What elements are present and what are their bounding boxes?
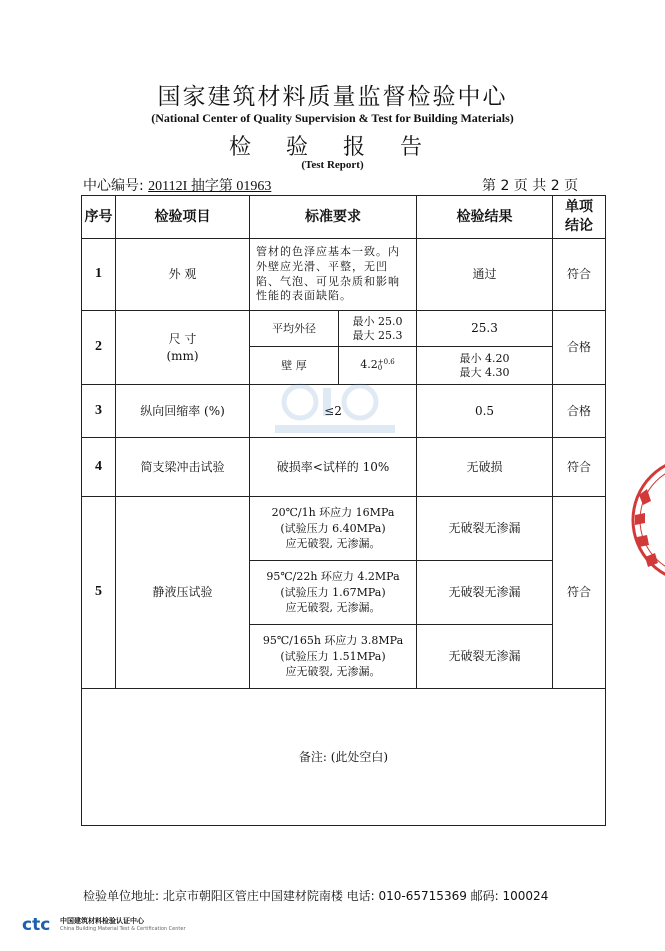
row-no: 1: [82, 239, 116, 311]
subrow-result: 无破裂无渗漏: [417, 561, 553, 625]
subrow-spec: 最小 25.0 最大 25.3: [352, 314, 403, 342]
row-no: 4: [82, 438, 116, 497]
row-item-unit: (mm): [166, 348, 199, 363]
row-no: 5: [82, 497, 116, 689]
table-row: [82, 311, 606, 347]
footer-address: 检验单位地址: 北京市朝阳区管庄中国建材院南楼 电话: 010-65715369 邮码: 100024: [83, 889, 549, 903]
remark-row: [82, 689, 606, 826]
row-requirement: 管材的色泽应基本一致。内外壁应光滑、平整，无凹陷、气泡、可见杂质和影响性能的表面缺陷。: [250, 239, 417, 311]
header-conclusion: 单项结论: [553, 196, 606, 239]
subrow-requirement: [250, 311, 417, 347]
table-row: [82, 239, 606, 311]
row-item-label: 尺 寸: [168, 332, 197, 347]
subrow-result: 无破裂无渗漏: [417, 625, 553, 689]
row-item: 静液压试验: [116, 497, 250, 689]
row-no: 2: [82, 311, 116, 385]
header-no: 序号: [82, 196, 116, 239]
subrow-requirement: [250, 347, 417, 385]
logo-org-name-en: China Building Material Test & Certification Center: [60, 926, 186, 932]
thickness-value: 4.2: [360, 358, 378, 372]
row-item: 简支梁冲击试验: [116, 438, 250, 497]
tolerance-lower: 0: [377, 364, 383, 373]
row-result: 无破损: [417, 438, 553, 497]
table-row: [82, 438, 606, 497]
test-results-table: [81, 195, 606, 826]
row-conclusion: 符合: [553, 239, 606, 311]
center-title-cn: 国家建筑材料质量监督检验中心: [157, 84, 508, 110]
row-item: [116, 311, 250, 385]
row-requirement: 破损率<试样的 10%: [250, 438, 417, 497]
tolerance-upper: +0.6: [377, 357, 395, 366]
subrow-name: 壁 厚: [250, 347, 339, 384]
seal-stamp: [625, 445, 665, 595]
header-result: 检验结果: [417, 196, 553, 239]
table-row: [82, 497, 606, 561]
row-item: 外 观: [116, 239, 250, 311]
row-conclusion: 合格: [553, 385, 606, 438]
subrow-name: 平均外径: [250, 311, 339, 346]
subrow-requirement: 20℃/1h 环应力 16MPa (试验压力 6.40MPa) 应无破裂, 无渗漏。: [250, 497, 417, 561]
row-no: 3: [82, 385, 116, 438]
row-conclusion: 符合: [553, 438, 606, 497]
logo-org-name-cn: 中国建筑材料检验认证中心: [60, 917, 144, 925]
center-title-en: (National Center of Quality Supervision & Test for Building Materials): [151, 111, 514, 125]
subrow-requirement: 95℃/165h 环应力 3.8MPa (试验压力 1.51MPa) 应无破裂, 无渗漏。: [250, 625, 417, 689]
subrow-result: 无破裂无渗漏: [417, 497, 553, 561]
report-title: 检 验 报 告: [229, 135, 436, 160]
subrow-requirement: 95℃/22h 环应力 4.2MPa (试验压力 1.67MPa) 应无破裂, 无渗漏。: [250, 561, 417, 625]
report-number-label: 中心编号:: [83, 178, 144, 194]
row-conclusion: 合格: [553, 311, 606, 385]
remark-text: 备注: (此处空白): [82, 689, 606, 826]
subrow-result: 最小 4.20 最大 4.30: [417, 347, 553, 385]
watermark-logo: [255, 380, 415, 440]
row-requirement: ≤2: [250, 385, 417, 438]
subrow-result: 25.3: [417, 311, 553, 347]
page-info: 第 2 页 共 2 页: [482, 178, 579, 194]
ctc-logo: [22, 914, 62, 934]
header-requirement: 标准要求: [250, 196, 417, 239]
table-header-row: [82, 196, 606, 239]
row-result: 0.5: [417, 385, 553, 438]
row-result: 通过: [417, 239, 553, 311]
header-item: 检验项目: [116, 196, 250, 239]
report-number: [83, 175, 271, 195]
subrow-spec: [339, 358, 416, 373]
row-item: 纵向回缩率 (%): [116, 385, 250, 438]
report-number-value: 20112I 抽字第 01963: [148, 179, 272, 194]
report-title-en: (Test Report): [301, 159, 364, 171]
row-conclusion: 符合: [553, 497, 606, 689]
logo-text: ctc: [22, 915, 51, 934]
